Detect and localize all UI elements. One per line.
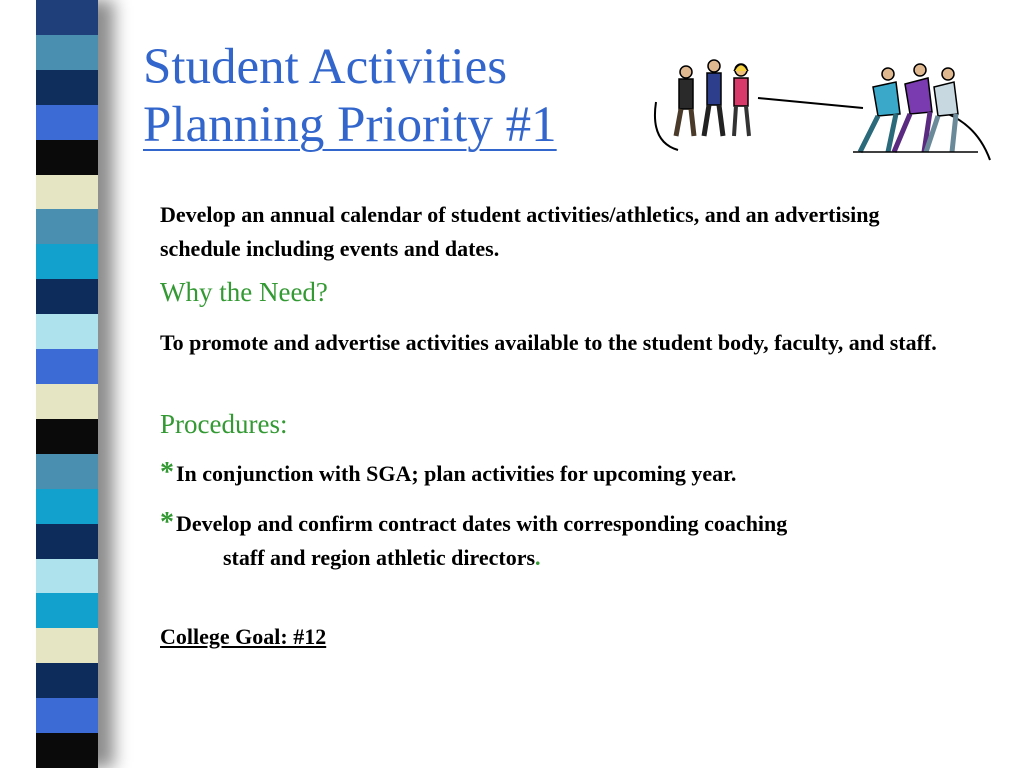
decorative-stripe [36, 0, 98, 768]
need-heading: Why the Need? [160, 277, 328, 307]
stripe-segment [36, 663, 98, 698]
stripe-segment [36, 593, 98, 628]
intro-paragraph: Develop an annual calendar of student activities/athletics, and an advertising schedule including events and dates. [160, 202, 880, 261]
stripe-segment [36, 454, 98, 489]
slide-title [143, 38, 557, 154]
stripe-segment [36, 0, 98, 35]
procedure-text-2a: Develop and confirm contract dates with corresponding coaching [176, 511, 788, 536]
stripe-segment [36, 559, 98, 594]
tug-of-war-icon [648, 52, 993, 170]
procedures-heading: Procedures: [160, 409, 288, 439]
procedure-item-2 [160, 506, 787, 575]
stripe-segment [36, 244, 98, 279]
procedure-period: . [535, 545, 541, 570]
stripe-segment [36, 70, 98, 105]
procedure-text-2b-line [160, 541, 787, 575]
procedure-text-2b: staff and region athletic directors [223, 545, 536, 570]
stripe-segment [36, 384, 98, 419]
stripe-segment [36, 279, 98, 314]
procedure-item-1 [160, 456, 736, 491]
stripe-segment [36, 314, 98, 349]
stripe-segment [36, 524, 98, 559]
title-line-2: Planning Priority #1 [143, 97, 557, 153]
stripe-segment [36, 35, 98, 70]
stripe-segment [36, 419, 98, 454]
stripe-segment [36, 349, 98, 384]
stripe-segment [36, 140, 98, 175]
stripe-segment [36, 489, 98, 524]
title-line-1: Student Activities [143, 39, 508, 95]
stripe-segment [36, 628, 98, 663]
college-goal: College Goal: #12 [160, 624, 327, 649]
stripe-segment [36, 105, 98, 140]
stripe-segment [36, 733, 98, 768]
asterisk-bullet: * [160, 507, 174, 538]
stripe-segment [36, 698, 98, 733]
stripe-segment [36, 209, 98, 244]
procedure-text-1: In conjunction with SGA; plan activities for upcoming year. [176, 461, 737, 486]
asterisk-bullet: * [160, 457, 174, 488]
stripe-segment [36, 175, 98, 210]
need-paragraph: To promote and advertise activities available to the student body, faculty, and staff. [160, 330, 937, 355]
